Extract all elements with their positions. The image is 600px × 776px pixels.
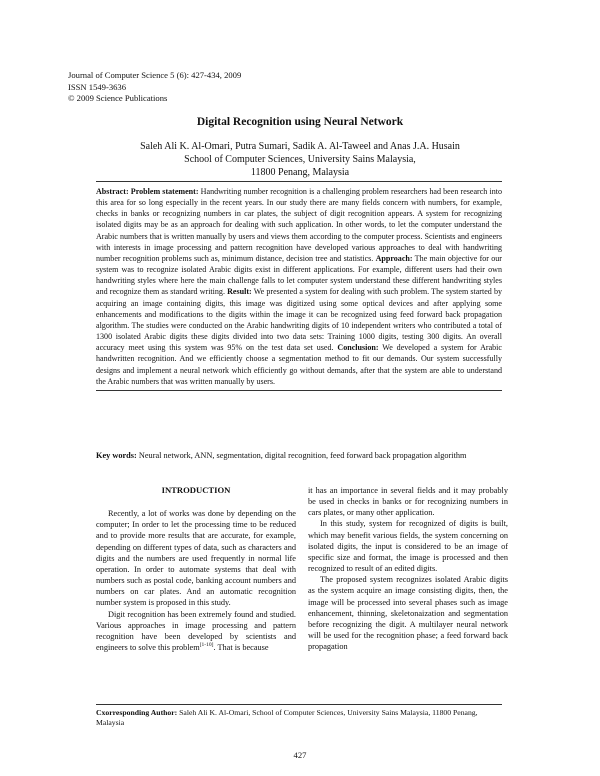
intro-paragraph-2-tail: . That is because — [213, 643, 269, 653]
intro-paragraph-2 — [96, 609, 296, 654]
page-number: 427 — [293, 750, 307, 760]
journal-citation: Journal of Computer Science 5 (6): 427-434, 2009 — [68, 70, 242, 80]
author-names: Saleh Ali K. Al-Omari, Putra Sumari, Sadik A. Al-Taweel and Anas J.A. Husain — [140, 141, 460, 152]
intro-paragraph-4: The proposed system recognizes isolated Arabic digits as the system acquire an image consisting digits, then, the image will be processed into several phases such as image enhancement, thinning, skeletonaization and segmentation before recognizing the digit. A multilayer neural network will be used for the recognition phase; a feed forward back propagation — [308, 575, 508, 652]
intro-paragraph-3: In this study, system for recognized of digits is built, which may benefit various fields, the system concerning on isolated digits, the input is considered to be an image of specific size and format, the image is processed and then recognized to result of an edited digits. — [308, 519, 508, 574]
footnote-text: Saleh Ali K. Al-Omari, School of Computer Sciences, University Sains Malaysia, 11800 Penang, Malaysia — [96, 708, 478, 727]
result-text: We presented a system for dealing with such problem. The system started by acquiring an image containing digits, this image was digitized using some optical devices and after applying some enhancements and modifications to the digits within the image it can be recognized using feed forward back propagation algorithm. The studies were conducted on the Arabic handwriting digits of 10 independent writers who contributed a total of 1300 isolated Arabic digits these digits divided into two data sets: Training 1000 digits, testing 300 digits. An overall accuracy meet using this system was 95% on the test data set used. — [96, 287, 502, 353]
keywords — [96, 450, 502, 461]
approach-label: Approach: — [375, 253, 413, 263]
citation-reference: [1-10] — [199, 642, 214, 649]
problem-statement-label: Problem statement: — [130, 187, 199, 196]
abstract — [96, 181, 502, 391]
author-affiliation: School of Computer Sciences, University Sains Malaysia, — [184, 154, 416, 165]
intro-paragraph-1: Recently, a lot of works was done by depending on the computer; In order to let the processing time to be reduced and to provide more results that are accurate, for example, depending on different types of data, such as characters and digits and the numbers are used frequently in normal life operation. In order to automate systems that deal with numbers such as postal code, banking account numbers and numbers on car plates. And an automatic recognition number system is proposed in this study. — [96, 509, 296, 608]
right-column — [308, 485, 508, 652]
conclusion-label: Conclusion: — [337, 343, 379, 353]
approach-text: The main objective for our system was to recognize isolated Arabic digits exist in different applications. For example, different users had their own handwriting styles where here the main challenge falls to let computer system understand these different handwriting styles and recognize them as standard writing. — [96, 253, 502, 297]
intro-paragraph-continued: it has an importance in several fields and it may probably be used in checks in banks or for recognizing numbers in cars plates, or many other application. — [308, 486, 508, 518]
abstract-label: Abstract: — [96, 187, 129, 196]
conclusion-text: We developed a system for Arabic handwritten recognition. And we efficiently choose a segmentation method to fit our demands. Our system successfully designs and implement a neural network which efficiently go without demands, after that the system are able to understand the Arabic numbers that was written manually by users. — [96, 343, 502, 386]
keywords-text: Neural network, ANN, segmentation, digital recognition, feed forward back propagation algorithm — [136, 451, 467, 460]
author-address: 11800 Penang, Malaysia — [250, 167, 350, 178]
problem-statement-text: Handwriting number recognition is a challenging problem researchers had been research into this area for so long especially in the recent years. In our study there are many fields concern with numbers, for example, checks in banks or recognizing numbers in car plates, the subject of digit recognition appears. A system for recognizing isolated digits may be as an approach for dealing with such application. In other words, to let the computer understand the Arabic numbers that is written manually by users and views them according to the computer process. Scientists and engineers with interests in image processing and pattern recognition have developed various approaches to deal with handwriting number recognition problems such as, minimum distance, decision tree and statistics. — [96, 187, 502, 263]
footnote-label: Cxorresponding Author: — [96, 708, 178, 717]
keywords-label: Key words: — [96, 451, 137, 460]
result-label: Result: — [227, 287, 252, 297]
introduction-heading: INTRODUCTION — [161, 485, 231, 495]
left-column — [96, 485, 296, 653]
paper-title: Digital Recognition using Neural Network — [196, 116, 404, 128]
footnote-divider — [96, 704, 502, 705]
journal-copyright: © 2009 Science Publications — [68, 93, 168, 103]
author-block — [0, 140, 600, 179]
journal-issn: ISSN 1549-3636 — [68, 81, 127, 92]
intro-paragraph-2-text: Digit recognition has been extremely found and studied. Various approaches in image processing and pattern recognition have been developed by scientists and engineers to solve this problem — [96, 609, 296, 653]
corresponding-author-footnote — [96, 708, 502, 728]
journal-header — [68, 70, 241, 105]
